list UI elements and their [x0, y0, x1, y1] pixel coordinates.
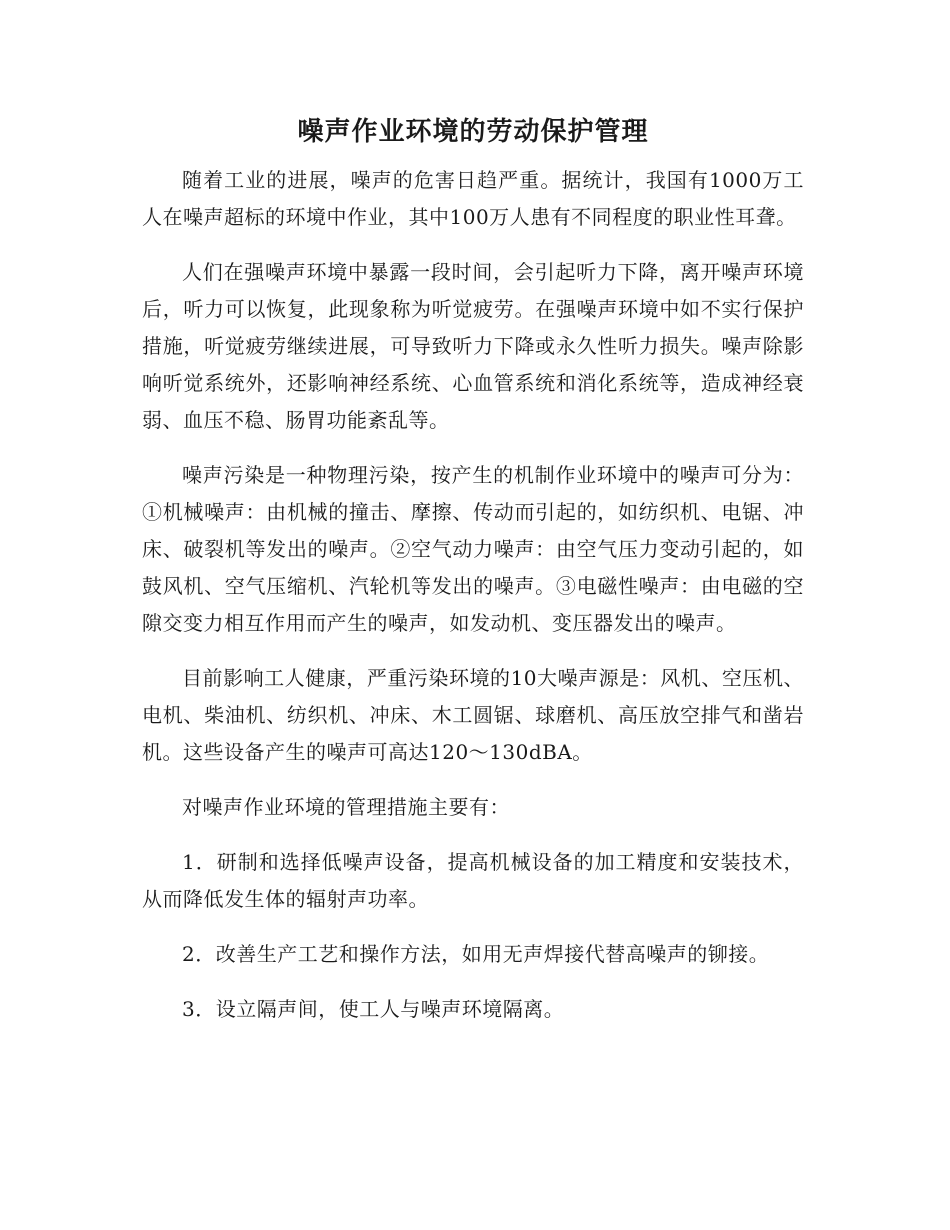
paragraph-measures-intro: 对噪声作业环境的管理措施主要有： — [182, 795, 510, 819]
document-title: 噪声作业环境的劳动保护管理 — [297, 117, 649, 147]
paragraph-measure-1: 1．研制和选择低噪声设备，提高机械设备的加工精度和安装技术，从而降低发生体的辐射声功率。 — [142, 850, 804, 911]
paragraph-noise-types: 噪声污染是一种物理污染，按产生的机制作业环境中的噪声可分为：①机械噪声：由机械的撞击、摩擦、传动而引起的，如纺织机、电锯、冲床、破裂机等发出的噪声。②空气动力噪声：由空气压力变动引起的，如鼓风机、空气压缩机、汽轮机等发出的噪声。③电磁性噪声：由电磁的空隙交变力相互作用而产生的噪声，如发动机、变压器发出的噪声。 — [142, 463, 804, 635]
paragraph-noise-sources: 目前影响工人健康，严重污染环境的10大噪声源是：风机、空压机、电机、柴油机、纺织机、冲床、木工圆锯、球磨机、高压放空排气和凿岩机。这些设备产生的噪声可高达120～130dBA。 — [142, 666, 804, 764]
paragraph-measure-2: 2．改善生产工艺和操作方法，如用无声焊接代替高噪声的铆接。 — [182, 942, 770, 966]
paragraph-hearing-fatigue: 人们在强噪声环境中暴露一段时间，会引起听力下降，离开噪声环境后，听力可以恢复，此现象称为听觉疲劳。在强噪声环境中如不实行保护措施，听觉疲劳继续进展，可导致听力下降或永久性听力损失。噪声除影响听觉系统外，还影响神经系统、心血管系统和消化系统等，造成神经衰弱、血压不稳、肠胃功能紊乱等。 — [142, 260, 804, 432]
paragraph-measure-3: 3．设立隔声间，使工人与噪声环境隔离。 — [182, 997, 565, 1021]
paragraph-intro: 随着工业的进展，噪声的危害日趋严重。据统计，我国有1000万工人在噪声超标的环境中作业，其中100万人患有不同程度的职业性耳聋。 — [142, 168, 804, 229]
document-body — [142, 112, 804, 1046]
